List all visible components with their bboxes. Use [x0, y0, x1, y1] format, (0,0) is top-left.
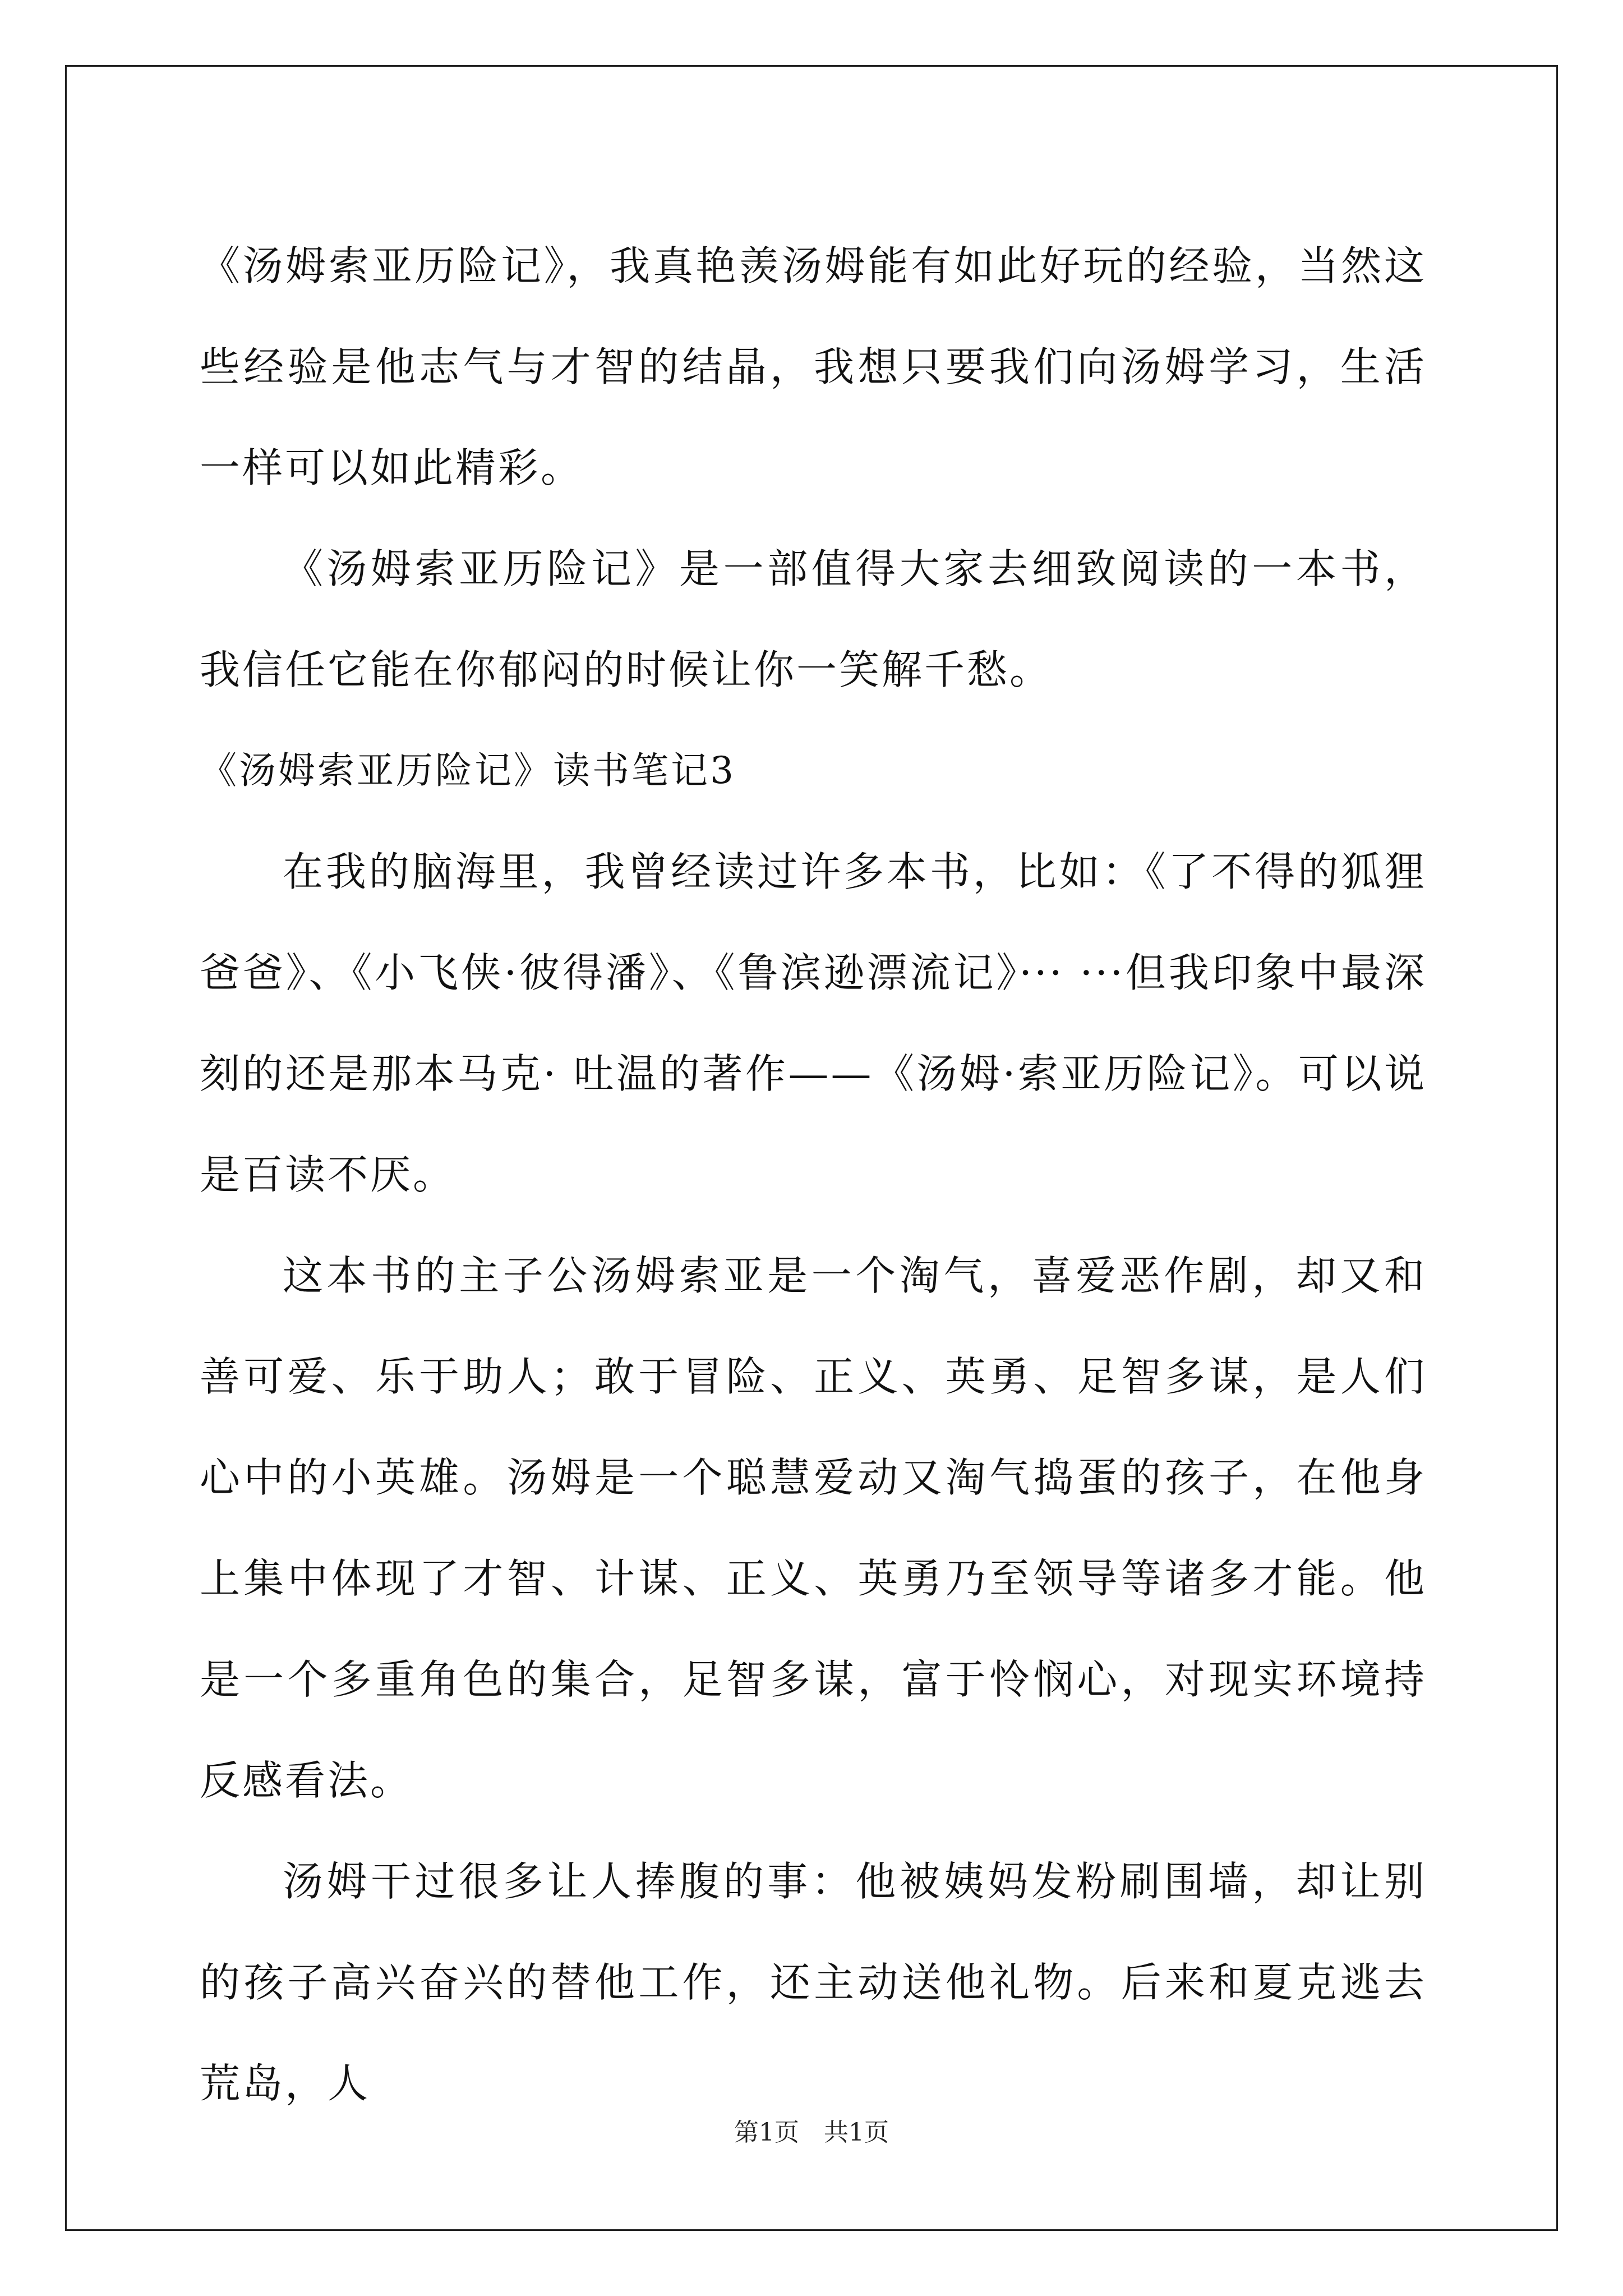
- paragraph-stories: 汤姆干过很多让人捧腹的事：他被姨妈发粉刷围墙，却让别的孩子高兴奋兴的替他工作，还主动送他礼物。后来和夏克逃去荒岛，人: [200, 1858, 1427, 2107]
- paragraph-reading-memory: 在我的脑海里，我曾经读过许多本书，比如：《了不得的狐狸爸爸》、《小飞侠·彼得潘》、《鲁滨逊漂流记》··· ···但我印象中最深刻的还是那本马克· 吐温的著作——《汤姆·索亚历险记》。可以说是百读不厌。: [200, 848, 1427, 1198]
- page-footer: [0, 2116, 1623, 2150]
- paragraph-character: 这本书的主子公汤姆索亚是一个淘气，喜爱恶作剧，却又和善可爱、乐于助人；敢于冒险、正义、英勇、足智多谋，是人们心中的小英雄。汤姆是一个聪慧爱动又淘气捣蛋的孩子，在他身上集中体现了才智、计谋、正义、英勇乃至领导等诸多才能。他是一个多重角色的集合，足智多谋，富于怜悯心，对现实环境持反感看法。: [200, 1252, 1427, 1804]
- document-body: [200, 215, 1427, 2134]
- page-number: 第1页: [734, 2118, 799, 2147]
- section-heading: 《汤姆索亚历险记》读书笔记3: [200, 749, 736, 792]
- paragraph-intro: 《汤姆索亚历险记》，我真艳羡汤姆能有如此好玩的经验，当然这些经验是他志气与才智的结晶，我想只要我们向汤姆学习，生活一样可以如此精彩。: [200, 242, 1427, 491]
- paragraph-recommendation: 《汤姆索亚历险记》是一部值得大家去细致阅读的一本书，我信任它能在你郁闷的时候让你一笑解千愁。: [200, 545, 1427, 693]
- page-total: 共1页: [824, 2118, 889, 2147]
